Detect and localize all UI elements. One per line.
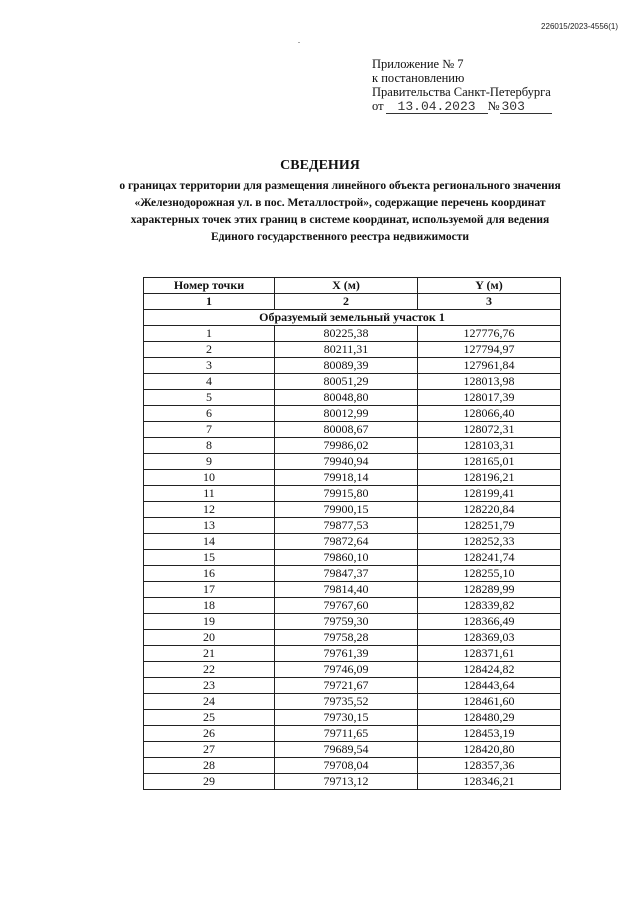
table-row bbox=[144, 342, 561, 358]
table-row bbox=[144, 726, 561, 742]
point-number-cell: 25 bbox=[144, 710, 275, 726]
table-row bbox=[144, 326, 561, 342]
y-coordinate-cell: 128339,82 bbox=[418, 598, 561, 614]
x-coordinate-cell: 80048,80 bbox=[275, 390, 418, 406]
x-coordinate-cell: 79713,12 bbox=[275, 774, 418, 790]
x-coordinate-cell: 79940,94 bbox=[275, 454, 418, 470]
table-row bbox=[144, 566, 561, 582]
header-y: Y (м) bbox=[418, 278, 561, 294]
point-number-cell: 2 bbox=[144, 342, 275, 358]
point-number-cell: 16 bbox=[144, 566, 275, 582]
point-number-cell: 3 bbox=[144, 358, 275, 374]
point-number-cell: 20 bbox=[144, 630, 275, 646]
x-coordinate-cell: 80211,31 bbox=[275, 342, 418, 358]
x-coordinate-cell: 79915,80 bbox=[275, 486, 418, 502]
stray-dot-mark: . bbox=[298, 36, 300, 45]
x-coordinate-cell: 80225,38 bbox=[275, 326, 418, 342]
table-row bbox=[144, 534, 561, 550]
point-number-cell: 10 bbox=[144, 470, 275, 486]
y-coordinate-cell: 128480,29 bbox=[418, 710, 561, 726]
appendix-title: Приложение № 7 bbox=[372, 57, 464, 71]
point-number-cell: 4 bbox=[144, 374, 275, 390]
x-coordinate-cell: 79735,52 bbox=[275, 694, 418, 710]
resolution-number: 303 bbox=[500, 101, 552, 114]
point-number-cell: 26 bbox=[144, 726, 275, 742]
point-number-cell: 14 bbox=[144, 534, 275, 550]
point-number-cell: 15 bbox=[144, 550, 275, 566]
y-coordinate-cell: 128366,49 bbox=[418, 614, 561, 630]
y-coordinate-cell: 128072,31 bbox=[418, 422, 561, 438]
subtitle-line: характерных точек этих границ в системе координат, используемой для ведения bbox=[130, 214, 550, 226]
y-coordinate-cell: 127961,84 bbox=[418, 358, 561, 374]
y-coordinate-cell: 128424,82 bbox=[418, 662, 561, 678]
point-number-cell: 24 bbox=[144, 694, 275, 710]
y-coordinate-cell: 128196,21 bbox=[418, 470, 561, 486]
table-body bbox=[144, 326, 561, 790]
y-coordinate-cell: 128165,01 bbox=[418, 454, 561, 470]
y-coordinate-cell: 128420,80 bbox=[418, 742, 561, 758]
table-row bbox=[144, 550, 561, 566]
x-coordinate-cell: 79761,39 bbox=[275, 646, 418, 662]
column-index: 3 bbox=[418, 294, 561, 310]
x-coordinate-cell: 79746,09 bbox=[275, 662, 418, 678]
appendix-resolution-ref: к постановлению bbox=[372, 71, 465, 85]
table-row bbox=[144, 678, 561, 694]
x-coordinate-cell: 79758,28 bbox=[275, 630, 418, 646]
table-row bbox=[144, 598, 561, 614]
x-coordinate-cell: 79847,37 bbox=[275, 566, 418, 582]
point-number-cell: 9 bbox=[144, 454, 275, 470]
y-coordinate-cell: 128013,98 bbox=[418, 374, 561, 390]
point-number-cell: 18 bbox=[144, 598, 275, 614]
table-row bbox=[144, 438, 561, 454]
table-row bbox=[144, 774, 561, 790]
subtitle-line: о границах территории для размещения линейного объекта регионального значения bbox=[119, 180, 561, 192]
x-coordinate-cell: 79730,15 bbox=[275, 710, 418, 726]
point-number-cell: 29 bbox=[144, 774, 275, 790]
table-header-row bbox=[144, 278, 561, 294]
y-coordinate-cell: 128252,33 bbox=[418, 534, 561, 550]
x-coordinate-cell: 79814,40 bbox=[275, 582, 418, 598]
table-row bbox=[144, 486, 561, 502]
table-row bbox=[144, 582, 561, 598]
table-row bbox=[144, 358, 561, 374]
table-row bbox=[144, 518, 561, 534]
number-prefix: № bbox=[487, 99, 500, 113]
resolution-date: 13.04.2023 bbox=[386, 101, 488, 114]
y-coordinate-cell: 128369,03 bbox=[418, 630, 561, 646]
x-coordinate-cell: 80089,39 bbox=[275, 358, 418, 374]
point-number-cell: 7 bbox=[144, 422, 275, 438]
x-coordinate-cell: 79767,60 bbox=[275, 598, 418, 614]
table-row bbox=[144, 390, 561, 406]
table-row bbox=[144, 406, 561, 422]
appendix-government-name: Правительства Санкт-Петербурга bbox=[372, 85, 551, 99]
x-coordinate-cell: 79759,30 bbox=[275, 614, 418, 630]
column-index: 2 bbox=[275, 294, 418, 310]
y-coordinate-cell: 128443,64 bbox=[418, 678, 561, 694]
point-number-cell: 13 bbox=[144, 518, 275, 534]
y-coordinate-cell: 128453,19 bbox=[418, 726, 561, 742]
point-number-cell: 27 bbox=[144, 742, 275, 758]
x-coordinate-cell: 79689,54 bbox=[275, 742, 418, 758]
table-row bbox=[144, 694, 561, 710]
document-registration-number: 226015/2023-4556(1) bbox=[541, 22, 618, 31]
point-number-cell: 11 bbox=[144, 486, 275, 502]
x-coordinate-cell: 79711,65 bbox=[275, 726, 418, 742]
document-subtitle bbox=[80, 178, 600, 246]
table-section-row bbox=[144, 310, 561, 326]
point-number-cell: 28 bbox=[144, 758, 275, 774]
table-row bbox=[144, 454, 561, 470]
point-number-cell: 21 bbox=[144, 646, 275, 662]
page-title: СВЕДЕНИЯ bbox=[280, 158, 360, 173]
y-coordinate-cell: 128220,84 bbox=[418, 502, 561, 518]
table-row bbox=[144, 422, 561, 438]
y-coordinate-cell: 128066,40 bbox=[418, 406, 561, 422]
y-coordinate-cell: 128371,61 bbox=[418, 646, 561, 662]
point-number-cell: 22 bbox=[144, 662, 275, 678]
point-number-cell: 1 bbox=[144, 326, 275, 342]
table-column-index-row bbox=[144, 294, 561, 310]
x-coordinate-cell: 79918,14 bbox=[275, 470, 418, 486]
y-coordinate-cell: 128199,41 bbox=[418, 486, 561, 502]
point-number-cell: 12 bbox=[144, 502, 275, 518]
x-coordinate-cell: 79872,64 bbox=[275, 534, 418, 550]
y-coordinate-cell: 128357,36 bbox=[418, 758, 561, 774]
header-x: X (м) bbox=[275, 278, 418, 294]
table-row bbox=[144, 614, 561, 630]
table-row bbox=[144, 742, 561, 758]
subtitle-line: «Железнодорожная ул. в пос. Металлострой», содержащие перечень координат bbox=[134, 197, 546, 209]
y-coordinate-cell: 128255,10 bbox=[418, 566, 561, 582]
x-coordinate-cell: 79986,02 bbox=[275, 438, 418, 454]
table-row bbox=[144, 502, 561, 518]
y-coordinate-cell: 128241,74 bbox=[418, 550, 561, 566]
header-point-number: Номер точки bbox=[144, 278, 275, 294]
table-row bbox=[144, 710, 561, 726]
subtitle-line: Единого государственного реестра недвижимости bbox=[211, 231, 469, 243]
y-coordinate-cell: 128103,31 bbox=[418, 438, 561, 454]
column-index: 1 bbox=[144, 294, 275, 310]
x-coordinate-cell: 80051,29 bbox=[275, 374, 418, 390]
y-coordinate-cell: 128251,79 bbox=[418, 518, 561, 534]
y-coordinate-cell: 128017,39 bbox=[418, 390, 561, 406]
section-title: Образуемый земельный участок 1 bbox=[144, 310, 561, 326]
y-coordinate-cell: 128289,99 bbox=[418, 582, 561, 598]
table-row bbox=[144, 470, 561, 486]
appendix-block bbox=[372, 57, 552, 114]
x-coordinate-cell: 79860,10 bbox=[275, 550, 418, 566]
y-coordinate-cell: 127794,97 bbox=[418, 342, 561, 358]
y-coordinate-cell: 128346,21 bbox=[418, 774, 561, 790]
point-number-cell: 8 bbox=[144, 438, 275, 454]
x-coordinate-cell: 79721,67 bbox=[275, 678, 418, 694]
table-row bbox=[144, 630, 561, 646]
point-number-cell: 6 bbox=[144, 406, 275, 422]
table-row bbox=[144, 646, 561, 662]
point-number-cell: 19 bbox=[144, 614, 275, 630]
x-coordinate-cell: 79900,15 bbox=[275, 502, 418, 518]
point-number-cell: 17 bbox=[144, 582, 275, 598]
coordinates-table bbox=[143, 277, 561, 790]
table-row bbox=[144, 374, 561, 390]
x-coordinate-cell: 80012,99 bbox=[275, 406, 418, 422]
x-coordinate-cell: 79708,04 bbox=[275, 758, 418, 774]
x-coordinate-cell: 79877,53 bbox=[275, 518, 418, 534]
date-prefix: от bbox=[372, 99, 384, 113]
y-coordinate-cell: 128461,60 bbox=[418, 694, 561, 710]
point-number-cell: 23 bbox=[144, 678, 275, 694]
appendix-date-number-line bbox=[372, 99, 552, 114]
point-number-cell: 5 bbox=[144, 390, 275, 406]
table-row bbox=[144, 758, 561, 774]
x-coordinate-cell: 80008,67 bbox=[275, 422, 418, 438]
y-coordinate-cell: 127776,76 bbox=[418, 326, 561, 342]
table-row bbox=[144, 662, 561, 678]
